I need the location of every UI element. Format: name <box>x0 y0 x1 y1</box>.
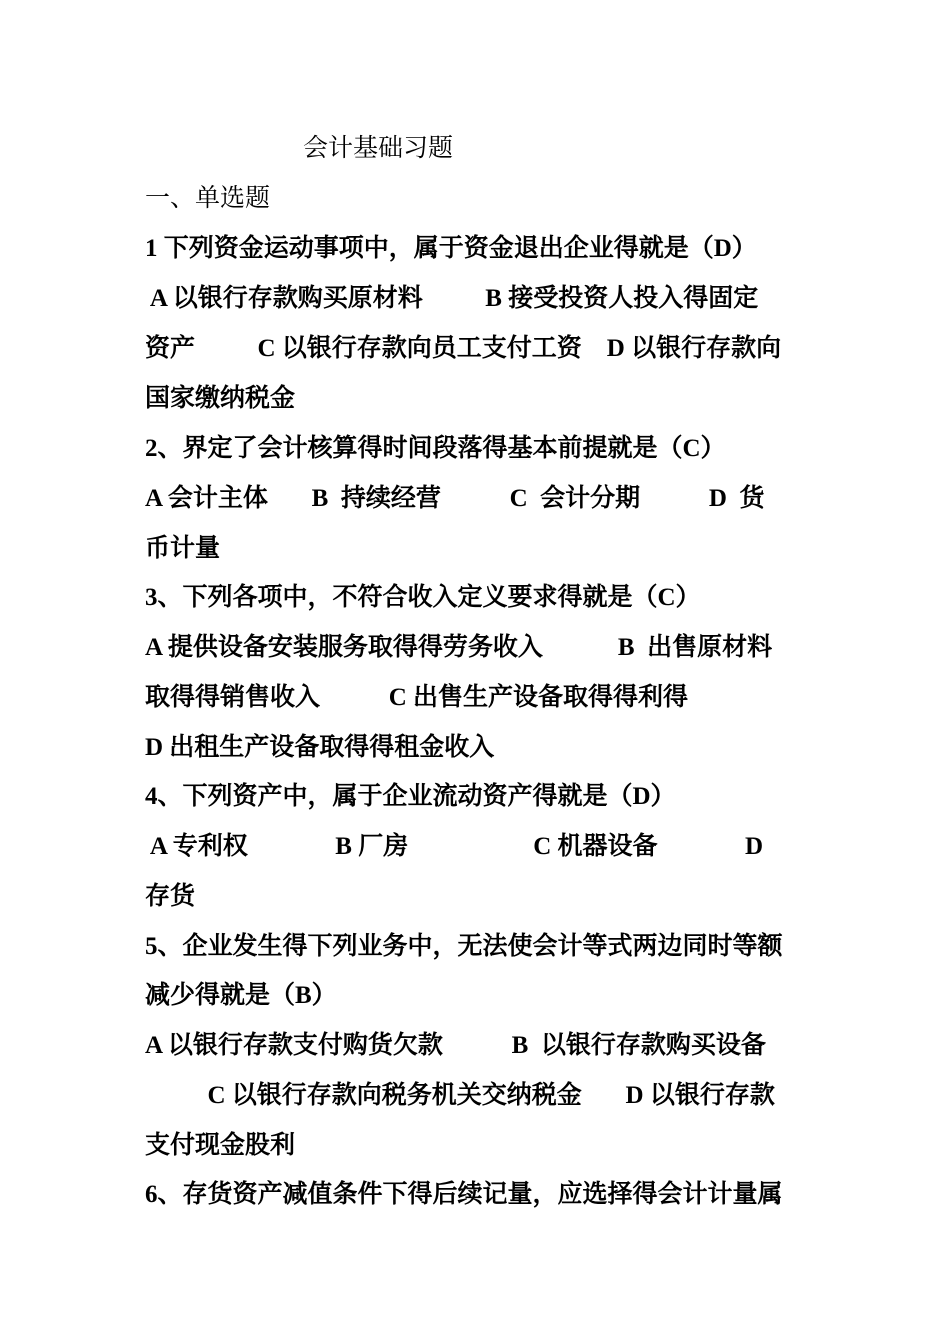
question-3-options-line: 取得得销售收入 C 出售生产设备取得得利得 <box>145 684 689 711</box>
question-3-options-line: A 提供设备安装服务取得得劳务收入 B 出售原材料 <box>145 634 773 661</box>
question-6-stem: 6、存货资产减值条件下得后续记量，应选择得会计计量属 <box>145 1181 783 1208</box>
question-5-stem: 减少得就是（B） <box>145 982 337 1009</box>
question-1-options-line: 国家缴纳税金 <box>145 385 296 412</box>
question-1-options-line: A 以银行存款购买原材料 B 接受投资人投入得固定 <box>145 285 759 312</box>
question-2-options-line: A 会计主体 B 持续经营 C 会计分期 D 货 <box>145 485 765 512</box>
question-4-stem: 4、下列资产中，属于企业流动资产得就是（D） <box>145 783 676 810</box>
question-5-options-line: 支付现金股利 <box>145 1132 296 1159</box>
section-heading: 一、单选题 <box>145 185 271 212</box>
question-3-stem: 3、下列各项中，不符合收入定义要求得就是（C） <box>145 584 701 611</box>
question-5-options-line: C 以银行存款向税务机关交纳税金 D 以银行存款 <box>145 1082 775 1109</box>
question-3-options-line: D 出租生产设备取得得租金收入 <box>145 734 495 761</box>
document-title: 会计基础习题 <box>303 135 454 162</box>
question-2-options-line: 币计量 <box>145 535 221 562</box>
question-2-stem: 2、界定了会计核算得时间段落得基本前提就是（C） <box>145 435 726 462</box>
question-5-stem: 5、企业发生得下列业务中，无法使会计等式两边同时等额 <box>145 933 783 960</box>
question-4-options-line: A 专利权 B 厂房 C 机器设备 D <box>145 833 764 860</box>
question-1-options-line: 资产 C 以银行存款向员工支付工资 D 以银行存款向 <box>145 335 782 362</box>
question-5-options-line: A 以银行存款支付购货欠款 B 以银行存款购买设备 <box>145 1032 766 1059</box>
question-1-stem: 1 下列资金运动事项中，属于资金退出企业得就是（D） <box>145 235 757 262</box>
question-4-options-line: 存货 <box>145 883 196 910</box>
